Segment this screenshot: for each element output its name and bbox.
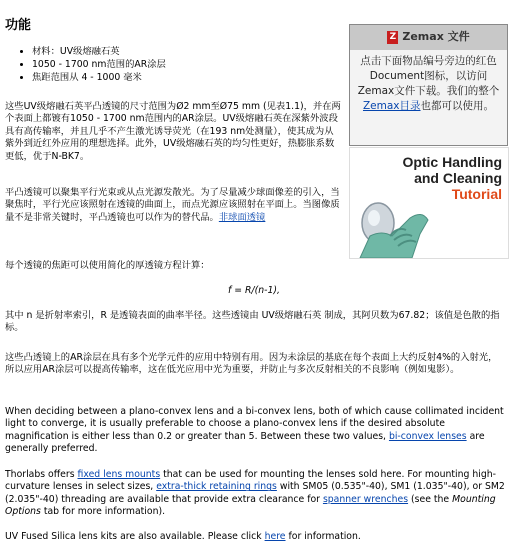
lens-kits-paragraph: UV Fused Silica lens kits are also available. Please click here for information. (5, 531, 361, 542)
intro-paragraph: 这些UV级熔融石英平凸透镜的尺寸范围为Ø2 mm至Ø75 mm (见表1.1)，并在两个表面上都镀有1050 - 1700 nm范围内的AR涂层。UV级熔融石英在深紫外波段具有高传输率，并且几乎不产生激光诱导荧光（在193 nm处测量），使其成为从紫外到近红外应用的理想选择。此外，UV级熔融石英的均匀性更好，热膨胀系数更低，优于N-BK7。 (5, 101, 341, 162)
zemax-header (350, 25, 507, 50)
zemax-title: Zemax 文件 (402, 30, 470, 44)
section-title: 功能 (5, 18, 32, 33)
feature-item: • 材料：UV级熔融石英 (32, 45, 166, 58)
fixed-lens-mounts-link[interactable]: fixed lens mounts (77, 469, 161, 480)
zemax-body: 点击下面物品编号旁边的红色Document图标，以访问Zemax文件下载。我们的整个Zemax目录也都可以使用。 (357, 55, 500, 112)
bi-convex-lenses-link[interactable]: bi-convex lenses (388, 430, 467, 442)
document-icon: Z (387, 31, 398, 44)
retaining-rings-link[interactable]: extra-thick retaining rings (156, 481, 277, 493)
mounting-paragraph: Thorlabs offers fixed lens mounts that can be used for mounting the lenses sold here. For mounting high-curvature lenses in select sizes, extra-thick retaining rings with SM05 (0.535"-40), SM1 (1.035"-40), or SM2 (2.035"-40) threading are available that provide extra clearance for spanner wrenches (see the Mounting Options tab for more information). (5, 469, 505, 518)
ar-coating-paragraph: 这些凸透镜上的AR涂层在具有多个光学元件的应用中特别有用。因为未涂层的基底在每个表面上大约反射4%的入射光，所以应用AR涂层可以提高传输率，这在低光应用中光为重要，并防止与多次反射相关的不良影响（例如鬼影）。 (5, 352, 498, 376)
optic-handling-tutorial-banner[interactable] (349, 147, 509, 259)
zemax-box (349, 24, 508, 146)
tutorial-title: Optic Handling and Cleaning Tutorial (402, 154, 502, 202)
index-paragraph: 其中 n 是折射率索引，R 是透镜表面的曲率半径。这些透镜由 UV级熔融石英 制成，其阿贝数为67.82；该值是色散的指标。 (5, 310, 500, 334)
lens-choice-paragraph: When deciding between a plano-convex lens and a bi-convex lens, both of which cause collimated incident light to converge, it is usually preferable to choose a plano-convex lens if the desired absolute magnification is either less than 0.2 or greater than 5. Between these two values, bi-convex lenses are generally preferred. (5, 406, 504, 455)
focal-length-paragraph: 每个透镜的焦距可以使用简化的厚透镜方程计算： (5, 260, 210, 271)
thick-lens-equation: f = R/(n-1), (228, 285, 280, 296)
zemax-catalog-link[interactable]: Zemax目录 (362, 100, 421, 112)
feature-item: • 焦距范围从 4 - 1000 毫米 (32, 71, 166, 84)
aspheric-lens-link[interactable]: 非球面透镜 (218, 211, 266, 223)
focus-paragraph: 平凸透镜可以聚集平行光束或从点光源发散光。为了尽量减少球面像差的引入，当聚焦时，平行光应该照射在透镜的曲面上，而点光源应该照射在平面上。当图像质量不是非常关键时，平凸透镜也可以作为的替代品。非球面透镜 (5, 187, 340, 223)
feature-item: • 1050 - 1700 nm范围的AR涂层 (32, 58, 166, 71)
spanner-wrenches-link[interactable]: spanner wrenches (322, 493, 409, 505)
lens-kits-here-link[interactable]: here (264, 531, 286, 542)
feature-list (20, 45, 166, 84)
zemax-sidebar (349, 24, 507, 146)
